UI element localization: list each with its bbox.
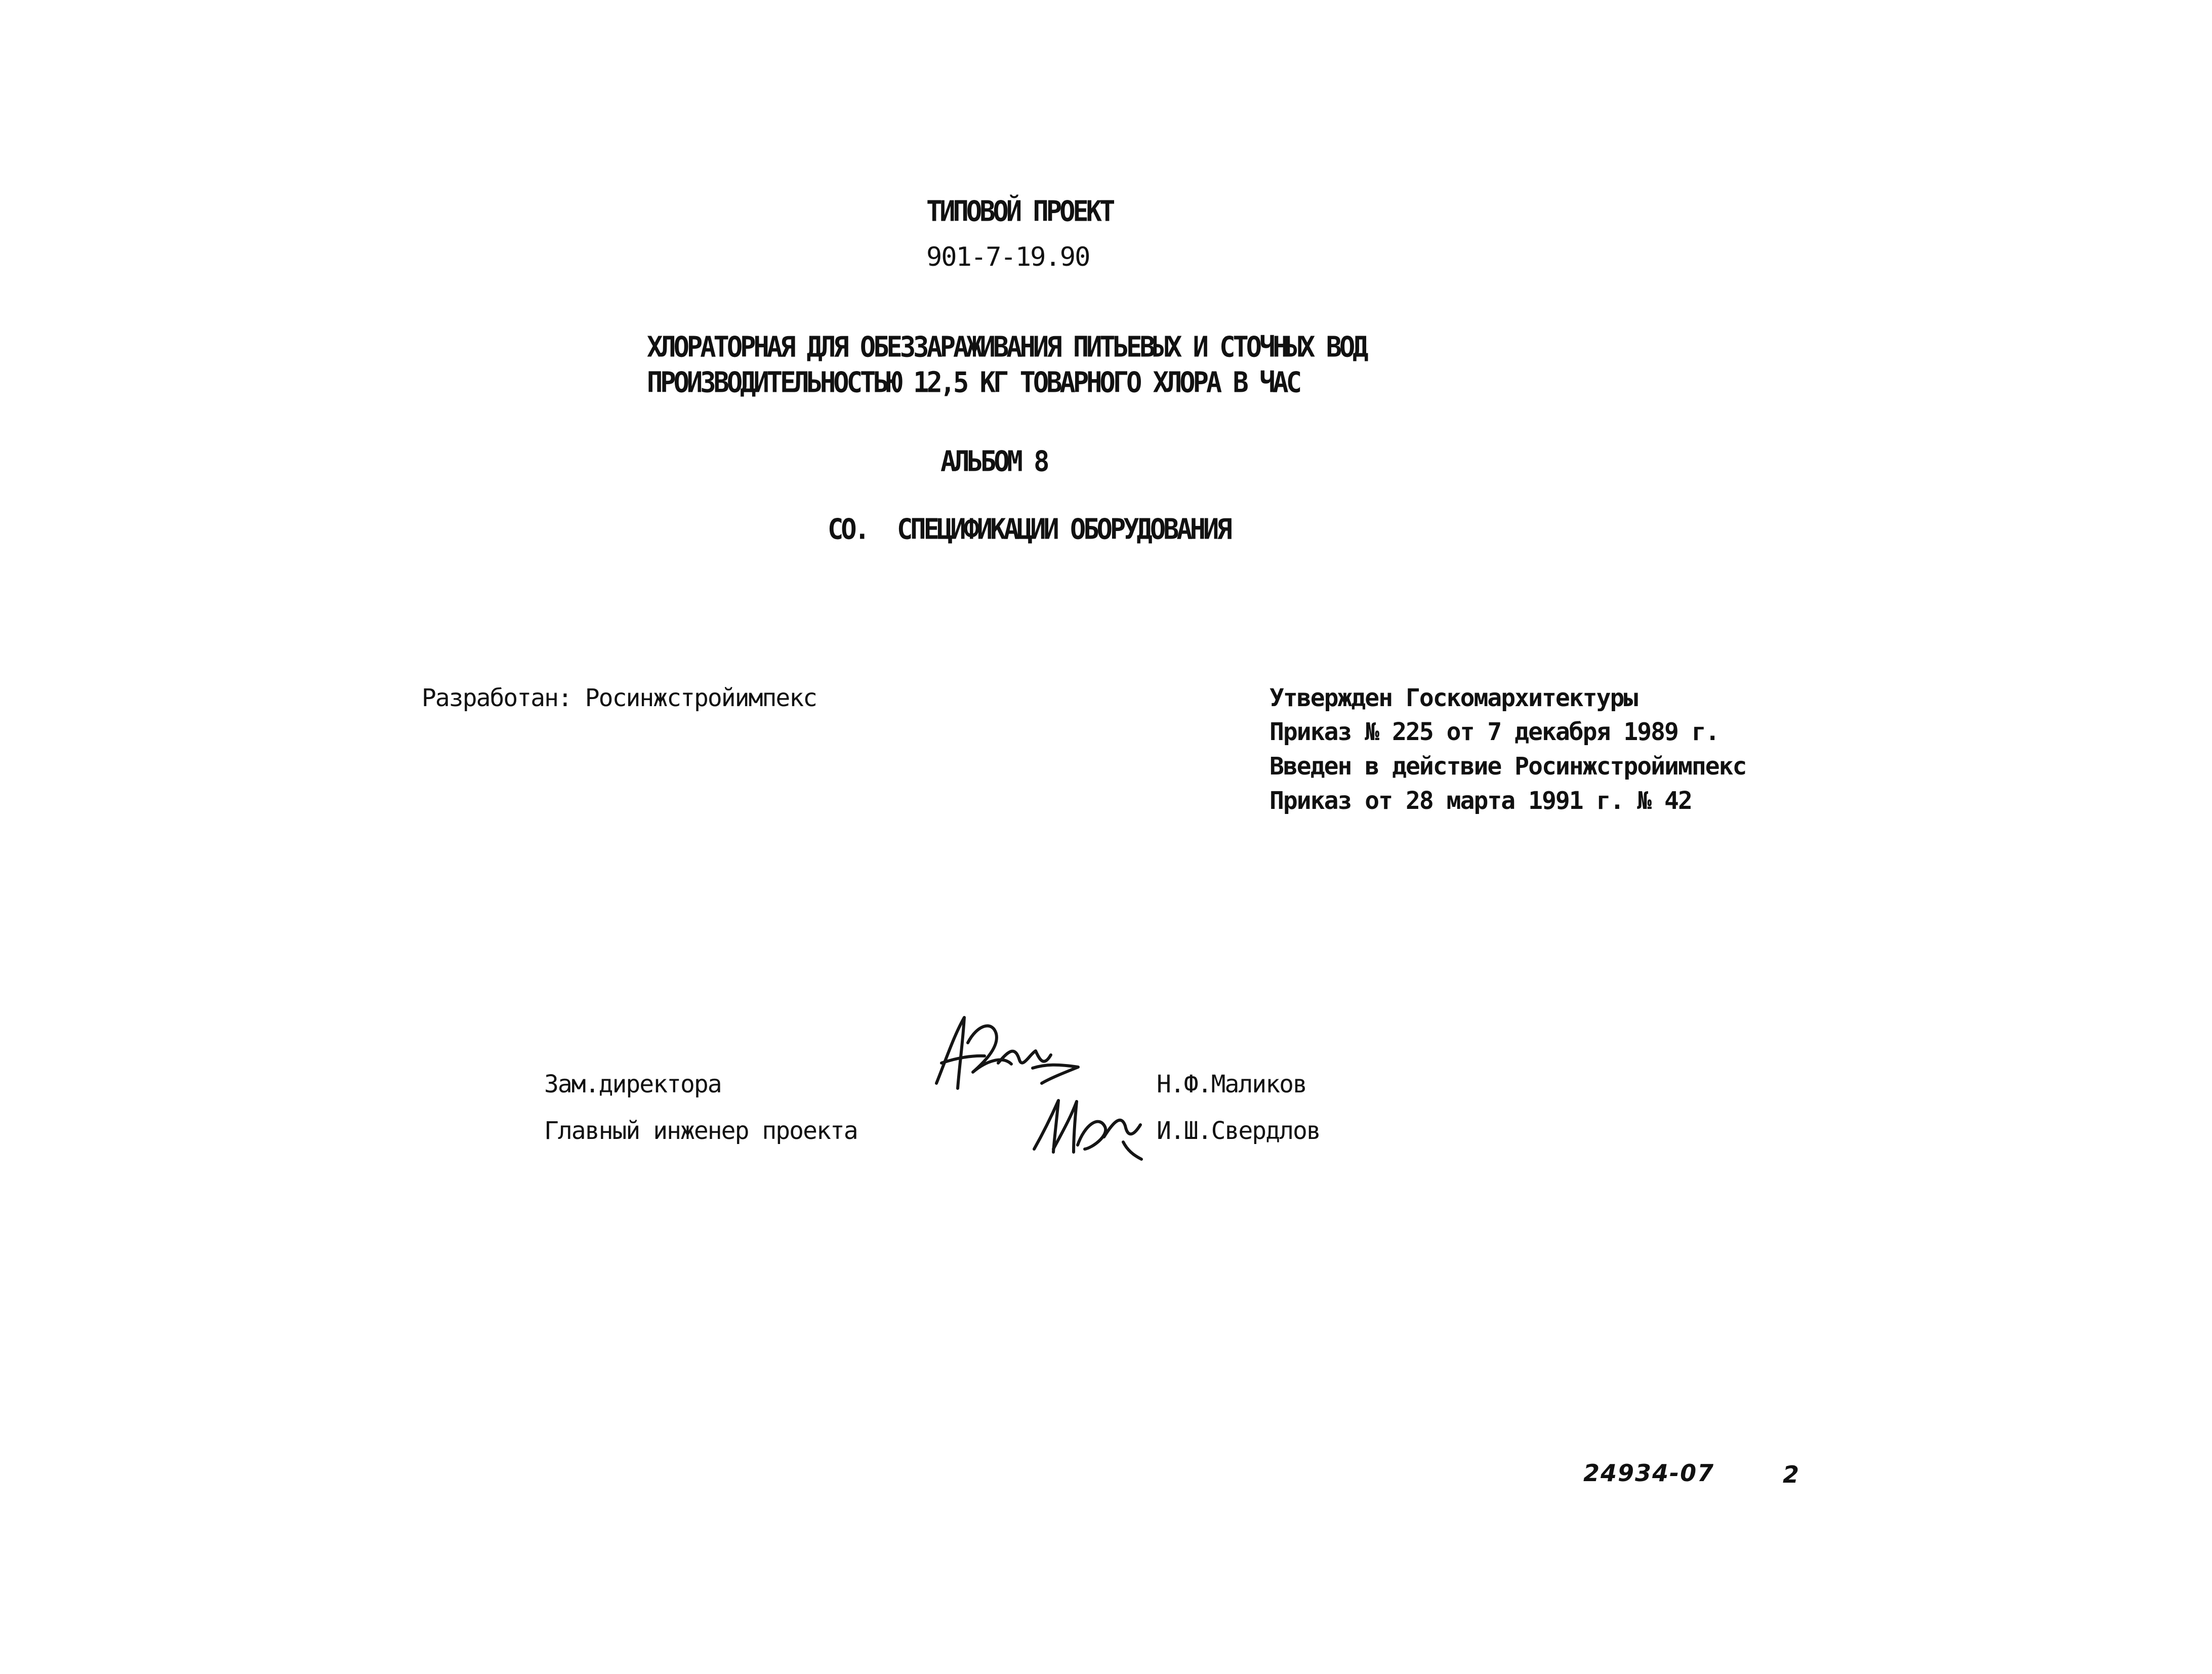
page-number: 2 [1783,1461,1800,1488]
signer-role-1: Зам.директора [544,1070,721,1098]
developer-text: Разработан: Росинжстройимпекс [422,684,817,712]
section-name: СПЕЦИФИКАЦИИ ОБОРУДОВАНИЯ [897,513,1230,546]
signer-name-1: Н.Ф.Маликов [1157,1070,1306,1098]
document-number: 24934-07 [1583,1459,1715,1487]
project-number: 901-7-19.90 [926,242,1090,272]
signature-2-image [1025,1088,1152,1164]
approval-line-2: Приказ № 225 от 7 декабря 1989 г. [1269,718,1719,746]
title-line-1: ХЛОРАТОРНАЯ ДЛЯ ОБЕЗЗАРАЖИВАНИЯ ПИТЬЕВЫХ И СТОЧНЫХ ВОД [647,331,1366,364]
signer-name-2: И.Ш.Свердлов [1157,1117,1320,1145]
approval-line-3: Введен в действие Росинжстройимпекс [1269,752,1746,781]
approval-line-4: Приказ от 28 марта 1991 г. № 42 [1269,787,1692,815]
section-code: СО. [828,513,868,546]
signer-role-2: Главный инженер проекта [544,1117,857,1145]
album-label: АЛЬБОМ 8 [940,445,1047,478]
approval-line-1: Утвержден Госкомархитектуры [1269,684,1637,712]
project-type: ТИПОВОЙ ПРОЕКТ [926,195,1113,228]
title-line-2: ПРОИЗВОДИТЕЛЬНОСТЬЮ 12,5 КГ ТОВАРНОГО ХЛОРА В ЧАС [647,366,1300,399]
